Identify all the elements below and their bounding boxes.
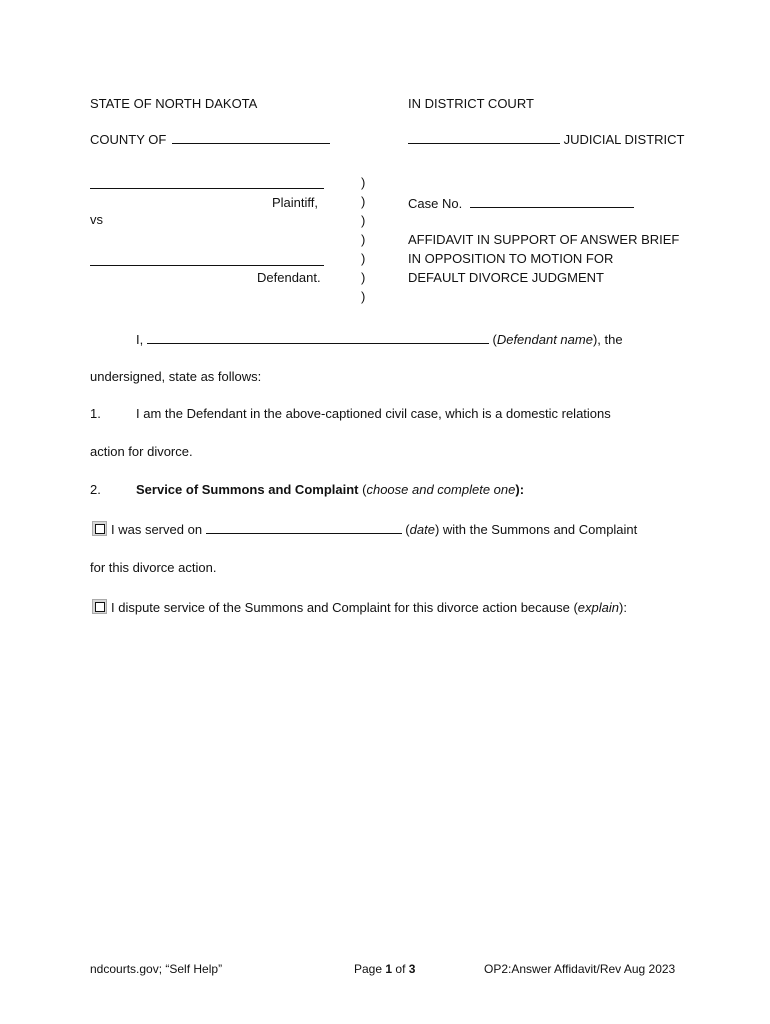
- county-label: COUNTY OF: [90, 132, 167, 147]
- case-no-label: Case No.: [408, 196, 463, 211]
- served-suffix: ) with the Summons and Complaint: [434, 522, 638, 537]
- district-field[interactable]: [408, 131, 560, 144]
- paragraph-2-suffix: ):: [515, 482, 525, 497]
- intro-prefix: I,: [136, 332, 144, 347]
- vs-label: vs: [90, 212, 103, 227]
- defendant-name-input[interactable]: [147, 331, 489, 344]
- court-label: IN DISTRICT COURT: [408, 96, 534, 111]
- served-checkbox[interactable]: [92, 521, 107, 536]
- district-row: [408, 131, 684, 148]
- defendant-name-field[interactable]: [90, 265, 324, 266]
- dispute-hint: explain: [577, 600, 619, 615]
- paragraph-1-continuation: action for divorce.: [90, 444, 193, 459]
- document-title-line: DEFAULT DIVORCE JUDGMENT: [408, 270, 604, 285]
- served-date-field[interactable]: [206, 521, 402, 534]
- paragraph-2-number: 2.: [90, 482, 101, 497]
- state-label: STATE OF NORTH DAKOTA: [90, 96, 258, 111]
- footer-page-number: [354, 961, 415, 977]
- p2-open-paren: (: [362, 482, 367, 497]
- defendant-label: Defendant.: [257, 270, 321, 285]
- served-hint: date: [409, 522, 435, 537]
- case-no-field[interactable]: [470, 195, 634, 208]
- document-title-line: AFFIDAVIT IN SUPPORT OF ANSWER BRIEF: [408, 232, 680, 247]
- intro-suffix: ), the: [592, 332, 623, 347]
- case-no-row: [408, 195, 634, 212]
- paren-divider: ): [361, 289, 366, 304]
- paragraph-2-hint: choose and complete one: [366, 482, 516, 497]
- intro-continuation: undersigned, state as follows:: [90, 369, 262, 384]
- option-served-continuation: for this divorce action.: [90, 560, 217, 575]
- paren-divider: ): [361, 232, 366, 247]
- paren-divider: ): [361, 213, 366, 228]
- paren-divider: ): [361, 194, 366, 209]
- page-of: of: [395, 962, 406, 976]
- district-label: JUDICIAL DISTRICT: [563, 132, 685, 147]
- dispute-suffix: ):: [619, 600, 627, 615]
- paragraph-2-heading: Service of Summons and Complaint: [136, 482, 359, 497]
- document-title-line: IN OPPOSITION TO MOTION FOR: [408, 251, 614, 266]
- paragraph-1-text: I am the Defendant in the above-captioned civil case, which is a domestic relations: [136, 406, 611, 421]
- page-total: 3: [408, 962, 416, 976]
- paragraph-2-heading-row: [136, 482, 524, 498]
- footer-source: ndcourts.gov; “Self Help”: [90, 962, 223, 976]
- paren-divider: ): [361, 270, 366, 285]
- plaintiff-name-field[interactable]: [90, 188, 324, 189]
- served-open-paren: (: [405, 522, 410, 537]
- dispute-checkbox[interactable]: [92, 599, 107, 614]
- page-word: Page: [354, 962, 383, 976]
- intro-line: [136, 331, 623, 348]
- option-dispute-row: [92, 599, 627, 616]
- intro-open-paren: (: [492, 332, 497, 347]
- footer-form-id: OP2:Answer Affidavit/Rev Aug 2023: [484, 962, 676, 976]
- dispute-text: I dispute service of the Summons and Complaint for this divorce action because (: [111, 600, 578, 615]
- county-field[interactable]: [172, 131, 330, 144]
- county-row: [90, 131, 330, 148]
- page-current: 1: [385, 962, 393, 976]
- plaintiff-label: Plaintiff,: [272, 195, 319, 210]
- paren-divider: ): [361, 175, 366, 190]
- paragraph-1-number: 1.: [90, 406, 101, 421]
- option-served-row: [92, 521, 637, 538]
- served-prefix: I was served on: [111, 522, 203, 537]
- paren-divider: ): [361, 251, 366, 266]
- intro-hint: Defendant name: [496, 332, 593, 347]
